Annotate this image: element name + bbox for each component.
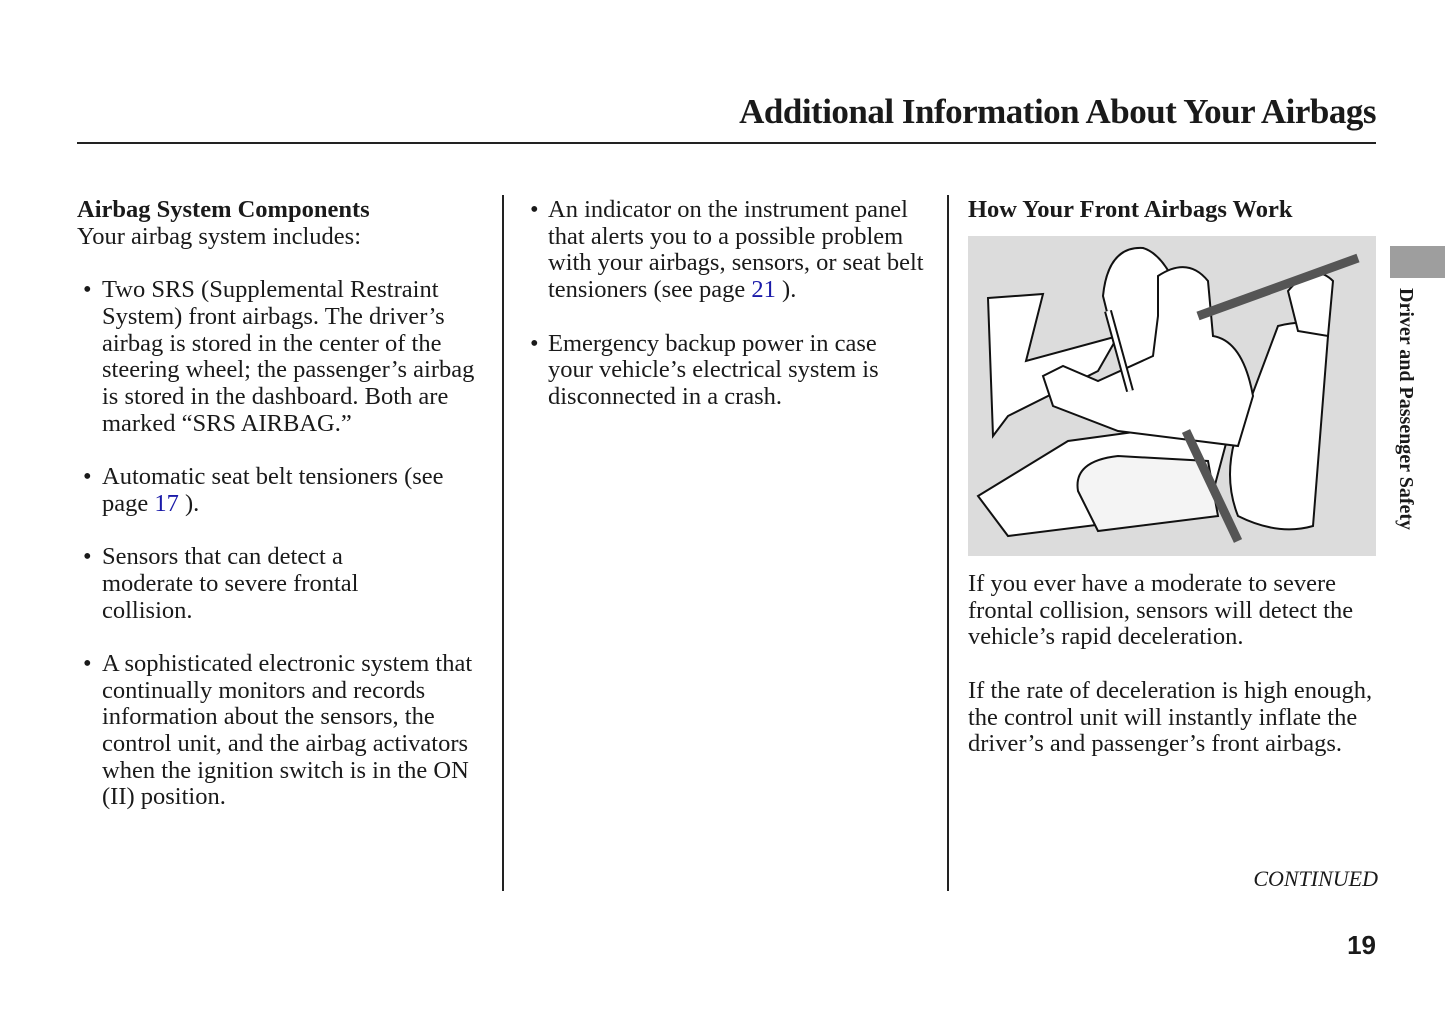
continued-label: CONTINUED (1253, 866, 1378, 891)
airbag-illustration (968, 236, 1376, 556)
list-item-text: An indicator on the instrument panel that alerts you to a possible problem with your airbags, sensors, or seat belt tensioners (see page (548, 196, 924, 304)
section-tab-label: Driver and Passenger Safety (1395, 288, 1417, 531)
page-link-21[interactable]: 21 (751, 276, 776, 304)
column-divider (947, 195, 949, 891)
intro-text: Your airbag system includes: (77, 222, 361, 250)
list-item: • Sensors that can detect a moderate to severe frontal collision. (77, 544, 407, 624)
page-title: Additional Information About Your Airbags (739, 92, 1376, 131)
section-heading: Airbag System Components (77, 196, 370, 223)
column-divider (502, 195, 504, 891)
list-item-text: ). (775, 276, 797, 304)
paragraph: If you ever have a moderate to severe frontal collision, sensors will detect the vehicle’s rapid deceleration. (968, 570, 1354, 651)
list-item-text: Automatic seat belt tensioners (see page (102, 463, 444, 517)
column-3 (968, 197, 1380, 224)
paragraph: If the rate of deceleration is high enough, the control unit will instantly inflate the driver’s and passenger’s front airbags. (968, 676, 1373, 758)
list-item: • A sophisticated electronic system that continually monitors and records information about the sensors, the control unit, and the airbag activators when the ignition switch is in the ON (II) position. (77, 651, 487, 811)
column-3-text (968, 571, 1383, 758)
section-heading: How Your Front Airbags Work (968, 196, 1293, 223)
page-number: 19 (1347, 930, 1376, 960)
column-2 (530, 197, 925, 411)
list-item: • Two SRS (Supplemental Restraint System) front airbags. The driver’s airbag is stored in the center of the steering wheel; the passenger’s airbag is stored in the dashboard. Both are marked “SRS AIRBAG.” (77, 277, 492, 437)
page-link-17[interactable]: 17 (154, 489, 179, 517)
column-1 (77, 197, 497, 811)
list-item (530, 197, 925, 304)
list-item (77, 464, 457, 517)
header-rule (77, 142, 1376, 144)
section-tab-marker (1390, 246, 1445, 278)
list-item-text: ). (178, 489, 200, 517)
list-item: • Emergency backup power in case your vehicle’s electrical system is disconnected in a crash. (530, 331, 925, 411)
